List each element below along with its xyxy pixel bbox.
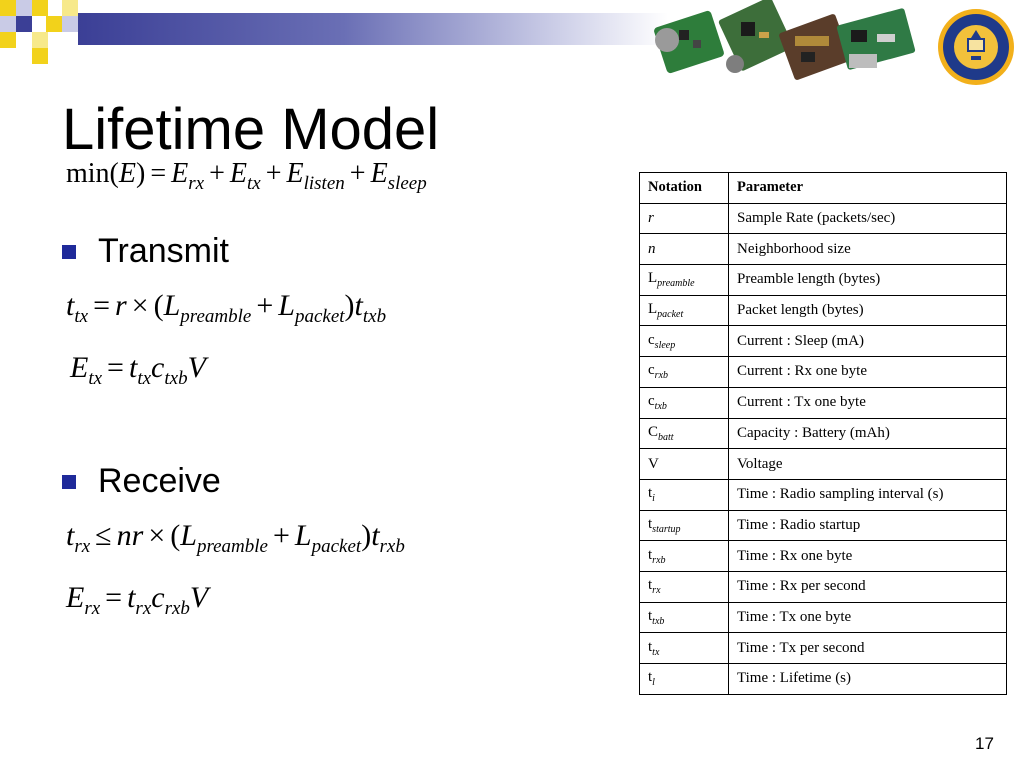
notation-subscript: packet <box>657 309 684 321</box>
notation-symbol: L <box>648 301 658 318</box>
table-row <box>640 541 1007 572</box>
table-row <box>640 295 1007 326</box>
notation-cell <box>640 326 729 357</box>
parameter-cell: Current : Tx one byte <box>729 387 1007 418</box>
table-row <box>640 357 1007 388</box>
parameter-cell: Time : Rx per second <box>729 571 1007 602</box>
eq-var: E <box>286 158 304 189</box>
eq-operator: × <box>148 519 166 552</box>
slide-title: Lifetime Model <box>62 97 440 162</box>
notation-subscript: preamble <box>657 278 695 290</box>
eq-subscript: tx <box>74 306 89 327</box>
parameter-cell: Capacity : Battery (mAh) <box>729 418 1007 449</box>
notation-symbol: C <box>648 423 659 440</box>
eq-var: E <box>118 158 136 189</box>
header-gradient-band <box>78 13 668 45</box>
notation-symbol: n <box>648 240 656 257</box>
eq-var: nr <box>116 519 144 552</box>
notation-symbol: c <box>648 393 655 410</box>
table-header-notation: Notation <box>640 173 729 204</box>
university-seal-logo <box>937 8 1015 86</box>
notation-symbol: t <box>648 546 653 563</box>
notation-cell <box>640 203 729 234</box>
deco-square <box>32 0 48 16</box>
eq-var: E <box>370 158 388 189</box>
notation-symbol: L <box>648 270 658 287</box>
table-row <box>640 664 1007 695</box>
deco-square <box>32 32 48 48</box>
table-body <box>640 203 1007 694</box>
eq-operator: + <box>265 158 282 189</box>
notation-symbol: t <box>648 485 653 502</box>
eq-var: L <box>294 519 312 552</box>
table-row <box>640 418 1007 449</box>
page-number: 17 <box>975 734 994 753</box>
eq-var: E <box>70 351 89 384</box>
eq-var: V <box>187 351 206 384</box>
bullet-text: Receive <box>98 462 221 500</box>
table-row <box>640 265 1007 296</box>
parameter-cell: Current : Rx one byte <box>729 357 1007 388</box>
notation-cell <box>640 571 729 602</box>
deco-square <box>16 16 32 32</box>
notation-subscript: txb <box>654 401 667 413</box>
notation-subscript: rxb <box>652 554 666 566</box>
notation-symbol: c <box>648 362 655 379</box>
bullet-receive <box>62 462 221 501</box>
eq-text: ( <box>153 289 164 322</box>
parameter-cell: Time : Radio startup <box>729 510 1007 541</box>
eq-var: t <box>66 519 75 552</box>
bullet-marker <box>62 475 76 489</box>
eq-var: E <box>171 158 189 189</box>
eq-subscript: rx <box>84 598 101 619</box>
notation-cell <box>640 357 729 388</box>
notation-subscript: sleep <box>654 339 676 351</box>
parameter-cell: Voltage <box>729 449 1007 480</box>
notation-cell <box>640 449 729 480</box>
eq-operator: = <box>107 351 124 384</box>
parameter-cell: Packet length (bytes) <box>729 295 1007 326</box>
eq-text: ) <box>344 289 355 322</box>
deco-square <box>32 48 48 64</box>
eq-subscript: tx <box>246 173 261 194</box>
eq-var: t <box>354 289 363 322</box>
table-header-parameter: Parameter <box>729 173 1007 204</box>
notation-symbol: t <box>648 577 653 594</box>
eq-subscript: tx <box>137 368 152 389</box>
eq-subscript: packet <box>294 306 345 327</box>
notation-cell <box>640 234 729 265</box>
eq-operator: + <box>209 158 225 189</box>
notation-symbol: t <box>648 515 653 532</box>
eq-var: L <box>180 519 197 552</box>
eq-text: ( <box>170 519 181 552</box>
eq-subscript: sleep <box>387 173 427 194</box>
notation-symbol: t <box>648 669 653 686</box>
eq-subscript: rx <box>188 173 205 194</box>
eq-var: c <box>151 581 165 614</box>
board-3 <box>778 13 851 81</box>
eq-var: r <box>114 289 127 322</box>
eq-var: L <box>163 289 181 322</box>
eq-text: ) <box>136 158 146 189</box>
table-row <box>640 203 1007 234</box>
notation-symbol: c <box>648 331 655 348</box>
table-row <box>640 449 1007 480</box>
eq-subscript: preamble <box>196 536 268 557</box>
notation-subscript: rx <box>652 585 661 597</box>
parameter-cell: Time : Radio sampling interval (s) <box>729 479 1007 510</box>
eq-var: V <box>189 581 209 614</box>
parameter-cell: Preamble length (bytes) <box>729 265 1007 296</box>
table-header-row <box>640 173 1007 204</box>
eq-subscript: packet <box>311 536 362 557</box>
table-row <box>640 602 1007 633</box>
eq-subscript: txb <box>362 306 387 327</box>
receive-time-equation <box>66 518 405 557</box>
objective-equation <box>66 156 427 192</box>
parameter-cell: Neighborhood size <box>729 234 1007 265</box>
deco-square <box>62 0 78 16</box>
notation-table <box>639 172 1007 695</box>
table-row <box>640 326 1007 357</box>
board-4 <box>836 8 916 71</box>
parameter-cell: Sample Rate (packets/sec) <box>729 203 1007 234</box>
eq-text: ) <box>361 519 372 552</box>
transmit-energy-equation <box>70 350 206 389</box>
eq-operator: × <box>131 289 149 322</box>
bullet-transmit <box>62 232 229 271</box>
notation-subscript: startup <box>652 523 681 535</box>
notation-cell <box>640 295 729 326</box>
notation-symbol: t <box>648 607 653 624</box>
eq-subscript: rxb <box>164 598 190 619</box>
parameter-cell: Time : Tx per second <box>729 633 1007 664</box>
notation-cell <box>640 510 729 541</box>
bullet-marker <box>62 245 76 259</box>
eq-subscript: rx <box>135 598 152 619</box>
eq-var: E <box>66 581 85 614</box>
notation-cell <box>640 265 729 296</box>
parameter-cell: Current : Sleep (mA) <box>729 326 1007 357</box>
deco-square <box>0 0 16 16</box>
bullet-text: Transmit <box>98 232 229 270</box>
eq-subscript: preamble <box>180 306 252 327</box>
eq-var: t <box>128 351 138 384</box>
notation-cell <box>640 633 729 664</box>
notation-cell <box>640 479 729 510</box>
parameter-cell: Time : Rx one byte <box>729 541 1007 572</box>
table-row <box>640 633 1007 664</box>
eq-subscript: tx <box>88 368 103 389</box>
eq-var: t <box>371 519 380 552</box>
notation-subscript: batt <box>658 431 674 443</box>
receive-energy-equation <box>66 580 209 619</box>
notation-cell <box>640 602 729 633</box>
eq-var: t <box>127 581 136 614</box>
notation-symbol: t <box>648 638 653 655</box>
deco-square <box>62 16 78 32</box>
eq-var: c <box>151 351 165 384</box>
notation-subscript: i <box>652 493 655 505</box>
deco-square <box>0 16 16 32</box>
table-row <box>640 571 1007 602</box>
eq-operator: ≤ <box>95 519 112 552</box>
sensor-boards-image <box>645 0 925 92</box>
eq-var: L <box>278 289 295 322</box>
notation-cell <box>640 387 729 418</box>
eq-operator: + <box>256 289 274 322</box>
table-row <box>640 234 1007 265</box>
eq-var: t <box>66 289 75 322</box>
notation-subscript: tx <box>652 646 660 658</box>
notation-subscript: txb <box>652 615 665 627</box>
deco-square <box>46 16 62 32</box>
transmit-time-equation <box>66 288 387 327</box>
table-row <box>640 510 1007 541</box>
notation-subscript: l <box>652 677 655 689</box>
table-row <box>640 387 1007 418</box>
eq-subscript: txb <box>164 368 188 389</box>
table-row <box>640 479 1007 510</box>
eq-operator: = <box>105 581 123 614</box>
board-1 <box>653 10 725 74</box>
deco-square <box>16 0 32 16</box>
notation-cell <box>640 418 729 449</box>
notation-cell <box>640 541 729 572</box>
eq-subscript: listen <box>303 173 345 194</box>
notation-subscript: rxb <box>654 370 669 382</box>
notation-cell <box>640 664 729 695</box>
eq-operator: = <box>93 289 110 322</box>
eq-text: min( <box>66 158 119 189</box>
eq-operator: = <box>150 158 167 189</box>
parameter-cell: Time : Lifetime (s) <box>729 664 1007 695</box>
eq-operator: + <box>349 158 366 189</box>
eq-operator: + <box>273 519 290 552</box>
parameter-cell: Time : Tx one byte <box>729 602 1007 633</box>
eq-var: E <box>229 158 247 189</box>
eq-subscript: rx <box>74 536 91 557</box>
notation-symbol: r <box>648 210 654 227</box>
eq-subscript: rxb <box>379 536 405 557</box>
notation-symbol: V <box>648 455 659 472</box>
deco-square <box>0 32 16 48</box>
